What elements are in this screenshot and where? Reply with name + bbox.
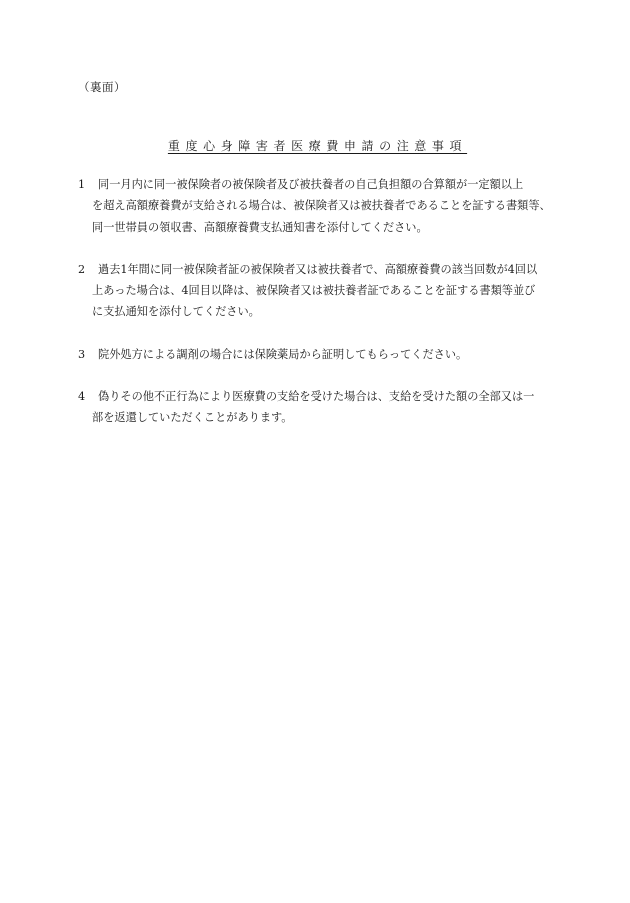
note-line: 過去1年間に同一被保険者証の被保険者又は被扶養者で、高額療養費の該当回数が4回以: [98, 262, 538, 276]
note-number: 3: [78, 347, 86, 361]
note-line: 上あった場合は、4回目以降は、被保険者又は被扶養者証であることを証する書類等並び: [92, 284, 536, 298]
note-number: 4: [78, 390, 86, 404]
note-item-3: [78, 344, 578, 365]
note-item-4: [78, 386, 578, 429]
note-line: 偽りその他不正行為により医療費の支給を受けた場合は、支給を受けた額の全部又は一: [98, 390, 535, 404]
page-title: 重度心身障害者医療費申請の注意事項: [167, 139, 468, 153]
notes-list: [78, 174, 578, 450]
note-line: を超え高額療養費が支給される場合は、被保険者又は被扶養者であることを証する書類等、: [92, 199, 551, 213]
reverse-side-label: （裏面）: [78, 80, 126, 94]
note-item-1: [78, 174, 578, 238]
note-line: に支払通知を添付してください。: [92, 305, 260, 319]
note-line: 部を返還していただくことがあります。: [92, 411, 293, 425]
note-number: 2: [78, 262, 86, 276]
note-item-2: [78, 259, 578, 323]
note-number: 1: [78, 178, 86, 191]
note-line: 同一世帯員の領収書、高額療養費支払通知書を添付してください。: [92, 220, 428, 234]
note-line: 院外処方による調剤の場合には保険薬局から証明してもらってください。: [98, 347, 468, 361]
note-line: 同一月内に同一被保険者の被保険者及び被扶養者の自己負担額の合算額が一定額以上: [98, 178, 524, 191]
